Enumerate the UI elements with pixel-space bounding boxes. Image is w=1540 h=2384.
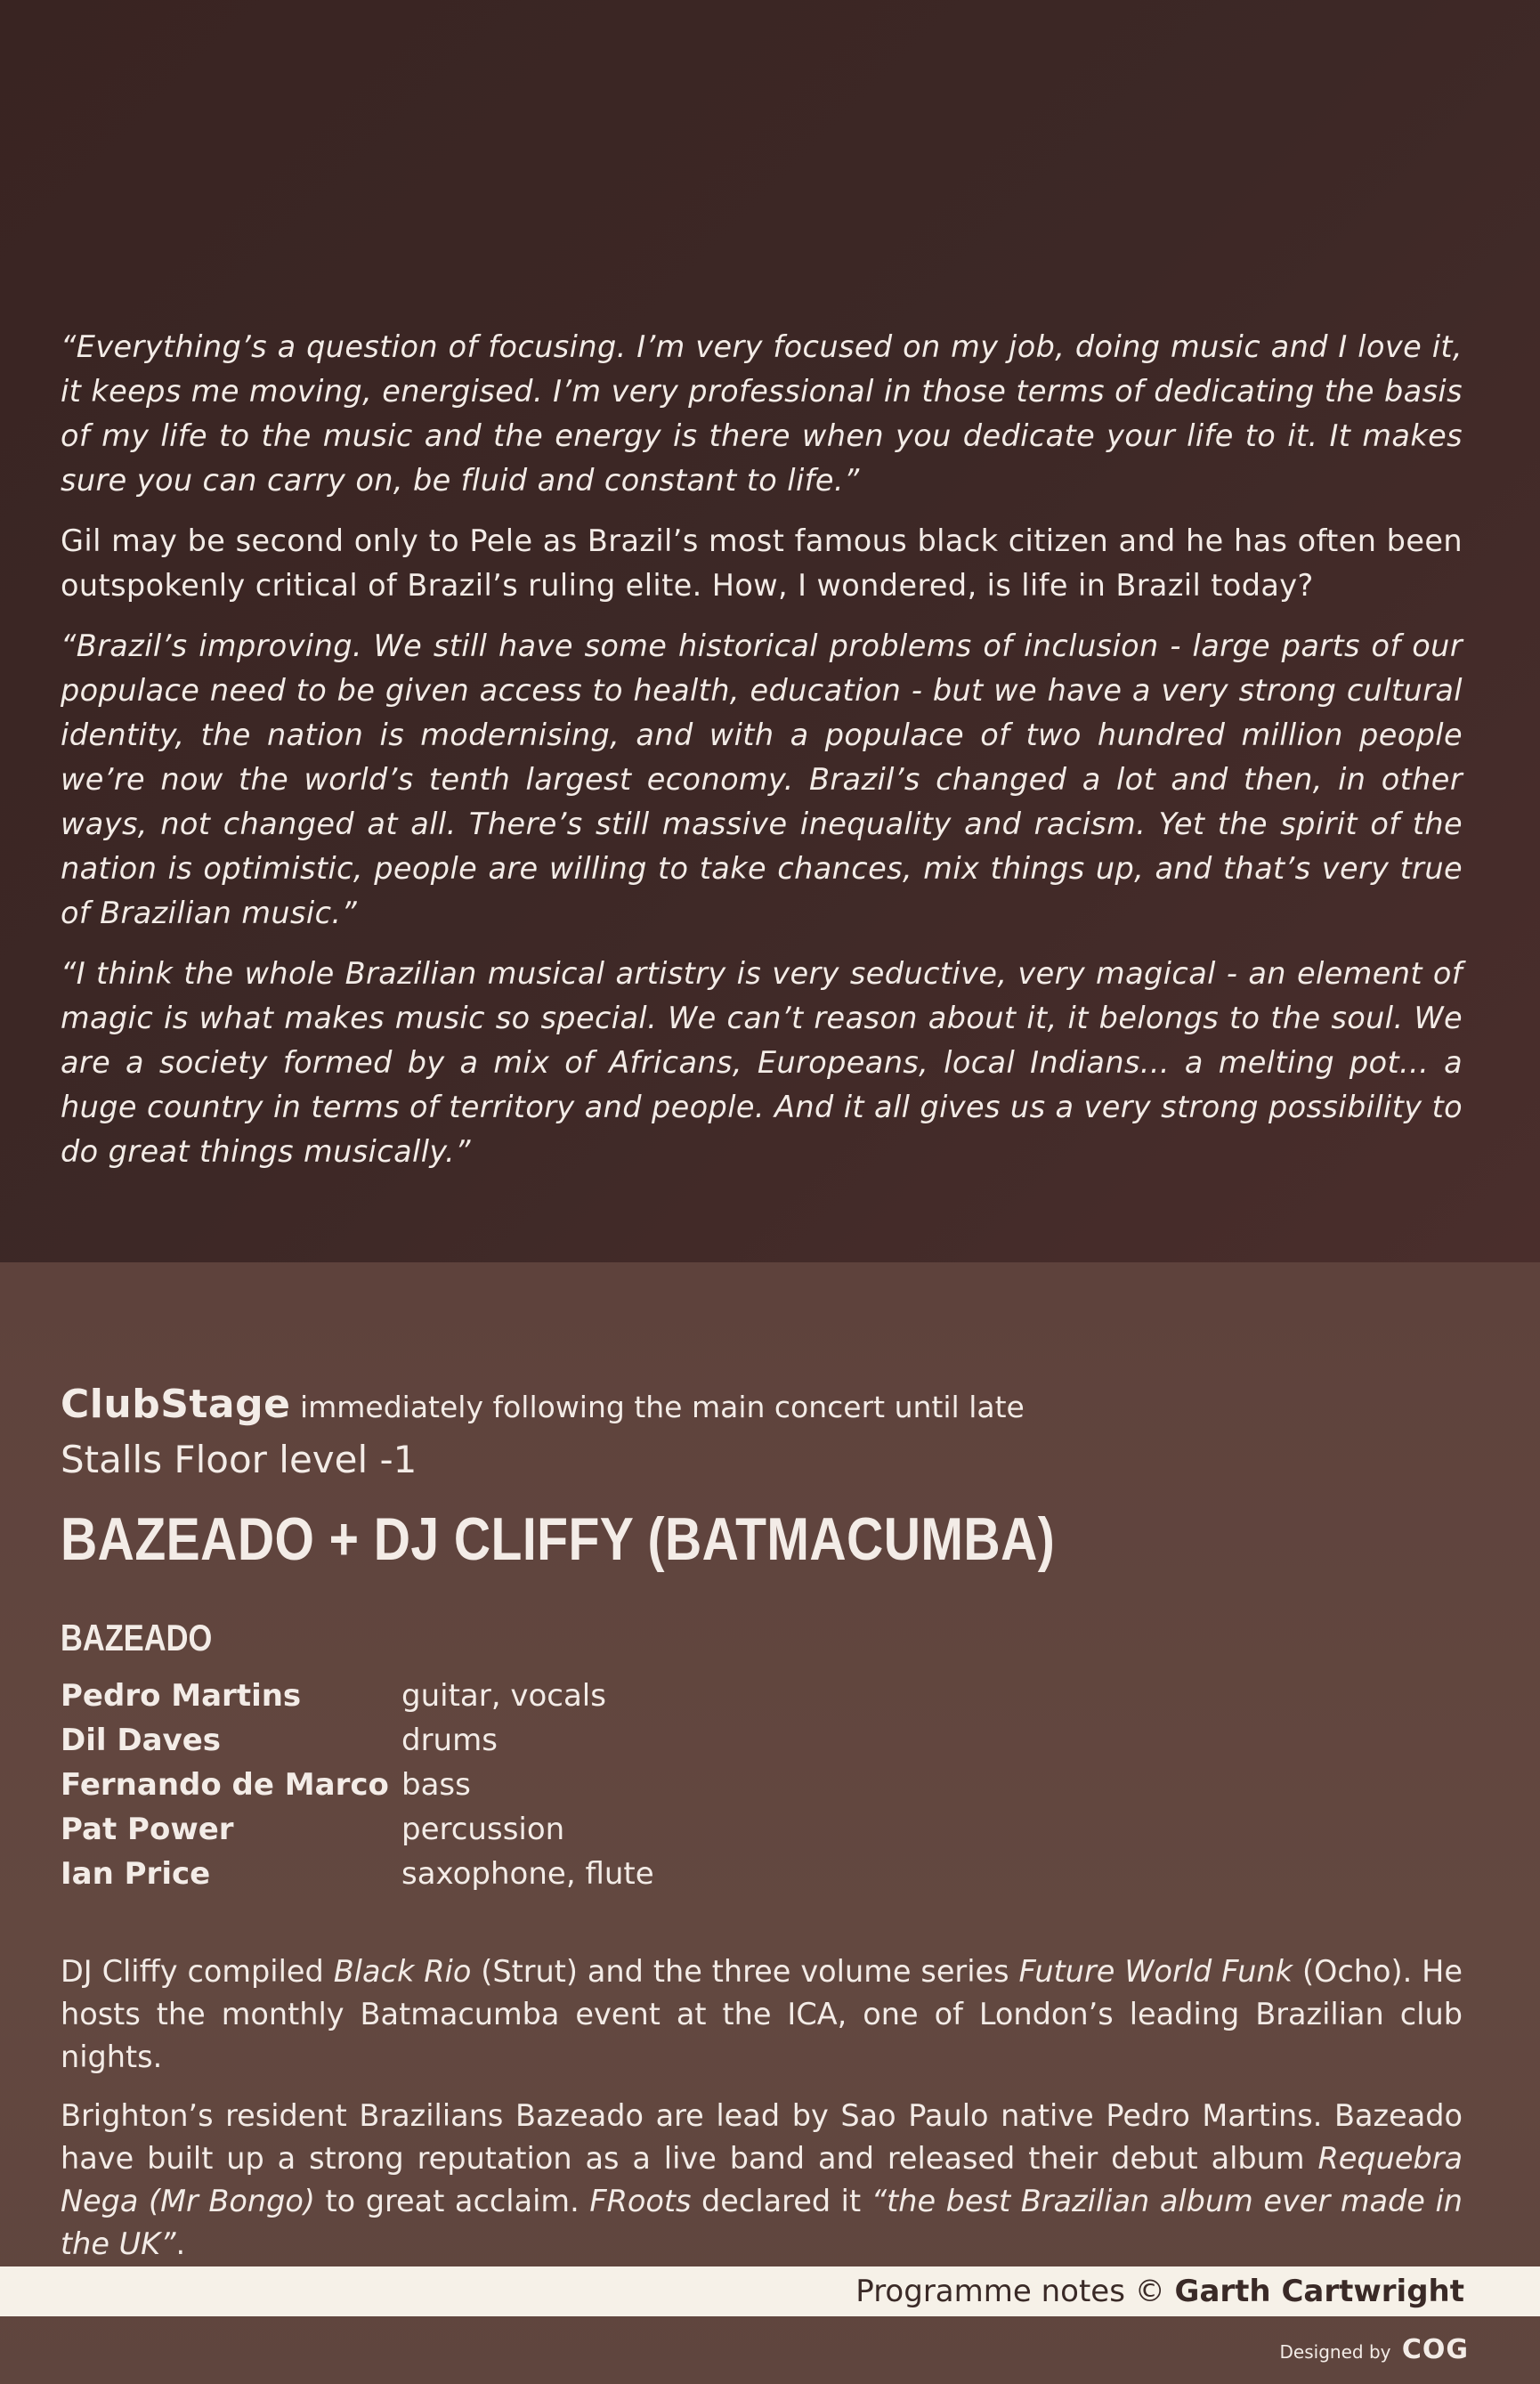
designed-by-label: Designed by xyxy=(1279,2341,1391,2363)
lineup-member: Ian Price xyxy=(61,1856,211,1892)
credit-author: Garth Cartwright xyxy=(1174,2274,1464,2309)
album-title-future-world-funk: Future World Funk xyxy=(1018,1954,1293,1989)
publication-froots: FRoots xyxy=(589,2184,692,2218)
dj-cliffy-paragraph: DJ Cliffy compiled Black Rio (Strut) and the three volume series Future World Funk (Ocho). He hosts the monthly Batmacumba event at the ICA, one of London’s leading Brazilian club nights. xyxy=(61,1954,1463,2074)
lineup-role: guitar, vocals xyxy=(401,1678,606,1714)
lineup-role: percussion xyxy=(401,1812,565,1847)
programme-credit: Programme notes © Garth Cartwright xyxy=(855,2274,1464,2309)
lineup-member: Pat Power xyxy=(61,1812,234,1847)
design-credit xyxy=(1280,2334,1469,2368)
event-description xyxy=(61,1950,1463,2282)
lineup-member: Pedro Martins xyxy=(61,1678,302,1714)
bazeado-paragraph: Brighton’s resident Brazilians Bazeado are lead by Sao Paulo native Pedro Martins. Bazeado have built up a strong reputation as a live band and released their debut album Requebra Nega (Mr Bongo) to great acclaim. FRoots declared it “the best Brazilian album ever made in the UK”. xyxy=(61,2098,1463,2261)
clubstage-name: ClubStage xyxy=(61,1382,291,1427)
review-quote: “the best Brazilian album ever made in the UK” xyxy=(61,2184,1463,2261)
band-lineup xyxy=(61,1674,951,1896)
lineup-member: Fernando de Marco xyxy=(61,1767,389,1803)
lineup-row xyxy=(61,1718,951,1763)
clubstage-location: Stalls Floor level -1 xyxy=(61,1438,417,1481)
band-title: BAZEADO xyxy=(61,1617,213,1658)
album-title-requebra-nega: Requebra Nega (Mr Bongo) xyxy=(61,2141,1463,2218)
quote-paragraph-focusing: “Everything’s a question of focusing. I’m very focused on my job, doing music and I love it, it keeps me moving, energised. I’m very professional in those terms of dedicating the basis of my life to the music and the energy is there when you dedicate your life to it. It makes sure you can carry on, be fluid and constant to life.” xyxy=(61,329,1463,498)
lineup-row xyxy=(61,1763,951,1807)
programme-credit-bar xyxy=(0,2266,1540,2316)
album-title-black-rio: Black Rio xyxy=(333,1954,472,1989)
article-text xyxy=(61,325,1463,1190)
lineup-role: bass xyxy=(401,1767,471,1803)
lineup-row xyxy=(61,1807,951,1852)
lineup-row xyxy=(61,1852,951,1896)
body-paragraph-gil: Gil may be second only to Pele as Brazil’s most famous black citizen and he has often been outspokenly critical of Brazil’s ruling elite. How, I wondered, is life in Brazil today? xyxy=(61,523,1463,603)
event-headline: BAZEADO + DJ CLIFFY (BATMACUMBA) xyxy=(61,1505,1056,1573)
lineup-role: saxophone, flute xyxy=(401,1856,654,1892)
lineup-member: Dil Daves xyxy=(61,1723,221,1758)
lineup-row xyxy=(61,1674,951,1718)
clubstage-timing: immediately following the main concert until late xyxy=(299,1390,1025,1424)
quote-paragraph-brazil-improving: “Brazil’s improving. We still have some historical problems of inclusion - large parts of our populace need to be given access to health, education - but we have a very strong cultural identity, the nation is modernising, and with a populace of two hundred million people we’re now the world’s tenth largest economy. Brazil’s changed a lot and then, in other ways, not changed at all. There’s still massive inequality and racism. Yet the spirit of the nation is optimistic, people are willing to take chances, mix things up, and that’s very true of Brazilian music.” xyxy=(61,628,1463,930)
quote-paragraph-musical-artistry: “I think the whole Brazilian musical artistry is very seductive, very magical - an element of magic is what makes music so special. We can’t reason about it, it belongs to the soul. We are a society formed by a mix of Africans, Europeans, local Indians... a melting pot... a huge country in terms of territory and people. And it all gives us a very strong possibility to do great things musically.” xyxy=(61,956,1463,1169)
cog-logo: COG xyxy=(1401,2334,1469,2365)
clubstage-line xyxy=(61,1378,1025,1434)
lineup-role: drums xyxy=(401,1723,498,1758)
